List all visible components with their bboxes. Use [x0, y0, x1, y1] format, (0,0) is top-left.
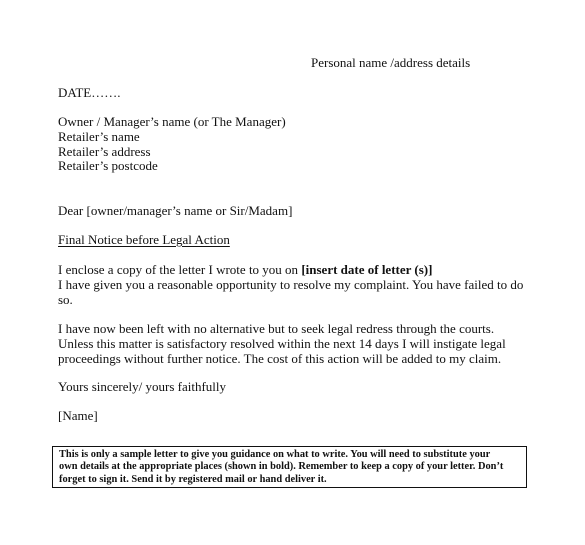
recipient-address-block	[58, 115, 286, 174]
paragraph-2-line-3: proceedings without further notice. The cost of this action will be added to my claim.	[58, 351, 502, 366]
paragraph-1-line-2: I have given you a reasonable opportunity to resolve my complaint. You have failed to do	[58, 277, 524, 292]
guidance-note-line-2: own details at the appropriate places (shown in bold). Remember to keep a copy of your letter. Don’t	[59, 461, 504, 473]
body-paragraph-2	[58, 321, 528, 366]
letter-date: DATE…….	[58, 85, 121, 100]
recipient-retailer-name-line: Retailer’s name	[58, 128, 140, 144]
guidance-note-line-1: This is only a sample letter to give you guidance on what to write. You will need to substitute your	[59, 449, 491, 460]
paragraph-1-line-1	[58, 262, 528, 277]
paragraph-1-text: I enclose a copy of the letter I wrote to you on	[58, 262, 302, 277]
signature-name: [Name]	[58, 408, 98, 423]
paragraph-1-line-3: so.	[58, 292, 73, 307]
recipient-retailer-postcode-line: Retailer’s postcode	[58, 158, 158, 174]
sender-address-details: Personal name /address details	[311, 55, 471, 70]
paragraph-2-line-1: I have now been left with no alternative but to seek legal redress through the courts.	[58, 321, 495, 336]
paragraph-2-line-2: Unless this matter is satisfactory resolved within the next 14 days I will instigate legal	[58, 336, 506, 351]
guidance-note-box	[52, 446, 527, 488]
closing: Yours sincerely/ yours faithfully	[58, 379, 227, 394]
recipient-name-line: Owner / Manager’s name (or The Manager)	[58, 114, 286, 129]
date-placeholder: [insert date of letter (s)]	[301, 262, 433, 277]
letter-subject: Final Notice before Legal Action	[58, 232, 230, 247]
body-paragraph-1	[58, 262, 528, 307]
recipient-retailer-address-line: Retailer’s address	[58, 143, 151, 159]
guidance-note-line-3: forget to sign it. Send it by registered mail or hand deliver it.	[59, 473, 327, 485]
salutation: Dear [owner/manager’s name or Sir/Madam]	[58, 203, 293, 218]
